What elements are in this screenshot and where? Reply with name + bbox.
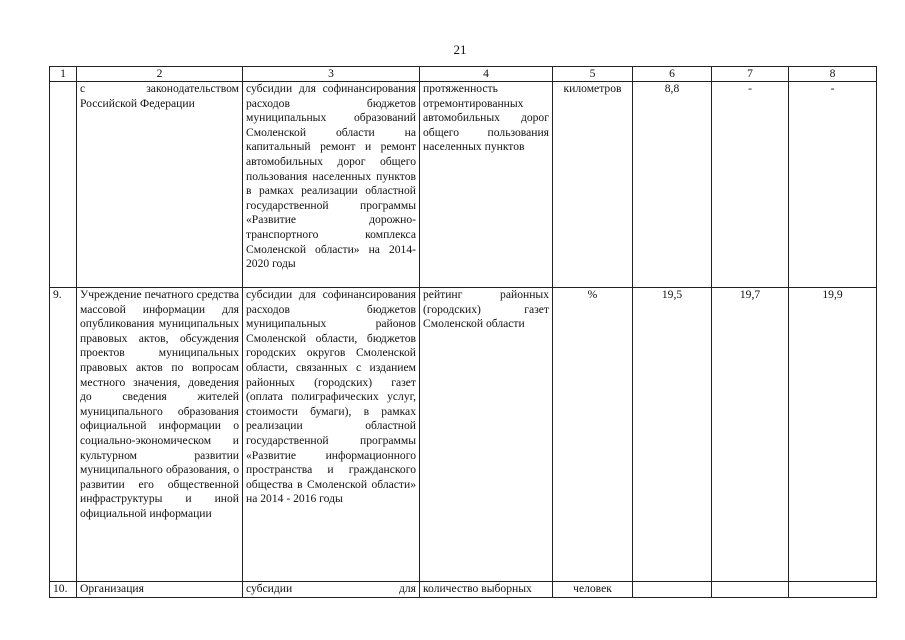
value-2015-cell	[712, 582, 789, 598]
row-number: 10.	[50, 582, 77, 598]
unit-cell: человек	[553, 582, 633, 598]
header-cell: 5	[553, 67, 633, 82]
value-2016-cell: 19,9	[789, 288, 877, 582]
value-2014-cell: 19,5	[633, 288, 712, 582]
page-number: 21	[453, 42, 467, 57]
table-row	[50, 82, 877, 288]
header-cell: 2	[77, 67, 243, 82]
value-2014-cell: 8,8	[633, 82, 712, 288]
subsidy-cell: субсидии для софинансирования расходов бюджетов муниципальных районов Смоленской области, бюджетов городских округов Смоленской области, связанных с изданием районных (городских) газет (оплата полиграфических услуг, стоимости бумаги), в рамках реализации областной государственной программы «Развитие информационного пространства и гражданского общества в Смоленской области» на 2014 - 2016 годы	[243, 288, 420, 582]
table-row	[50, 288, 877, 582]
value-2014-cell	[633, 582, 712, 598]
value-2016-cell	[789, 582, 877, 598]
row-number: 9.	[50, 288, 77, 582]
header-cell: 3	[243, 67, 420, 82]
row-number	[50, 82, 77, 288]
indicator-cell: протяженность отремонтированных автомобильных дорог общего пользования населенных пунктов	[420, 82, 553, 288]
unit-cell: километров	[553, 82, 633, 288]
subsidy-cell: субсидии для	[243, 582, 420, 598]
authority-cell: Учреждение печатного средства массовой информации для опубликования муниципальных правовых актов, обсуждения проектов муниципальных правовых актов по вопросам местного значения, доведения до сведения жителей муниципального образования официальной информации о социально-экономическом и культурном развитии муниципального образования, о развитии его общественной инфраструктуры и иной официальной информации	[77, 288, 243, 582]
header-cell: 7	[712, 67, 789, 82]
table-row	[50, 582, 877, 598]
unit-cell: %	[553, 288, 633, 582]
indicator-cell: рейтинг районных (городских) газет Смоленской области	[420, 288, 553, 582]
value-2015-cell: 19,7	[712, 288, 789, 582]
header-cell: 6	[633, 67, 712, 82]
indicators-table	[49, 66, 877, 598]
indicator-cell: количество выборных	[420, 582, 553, 598]
header-cell: 1	[50, 67, 77, 82]
authority-cell: с законодательством Российской Федерации	[77, 82, 243, 288]
value-2016-cell: -	[789, 82, 877, 288]
subsidy-cell: субсидии для софинансирования расходов бюджетов муниципальных образований Смоленской области на капитальный ремонт и ремонт автомобильных дорог общего пользования населенных пунктов в рамках реализации областной государственной программы «Развитие дорожно-транспортного комплекса Смоленской области» на 2014-2020 годы	[243, 82, 420, 288]
header-row	[50, 67, 877, 82]
header-cell: 8	[789, 67, 877, 82]
value-2015-cell: -	[712, 82, 789, 288]
header-cell: 4	[420, 67, 553, 82]
authority-cell: Организация	[77, 582, 243, 598]
